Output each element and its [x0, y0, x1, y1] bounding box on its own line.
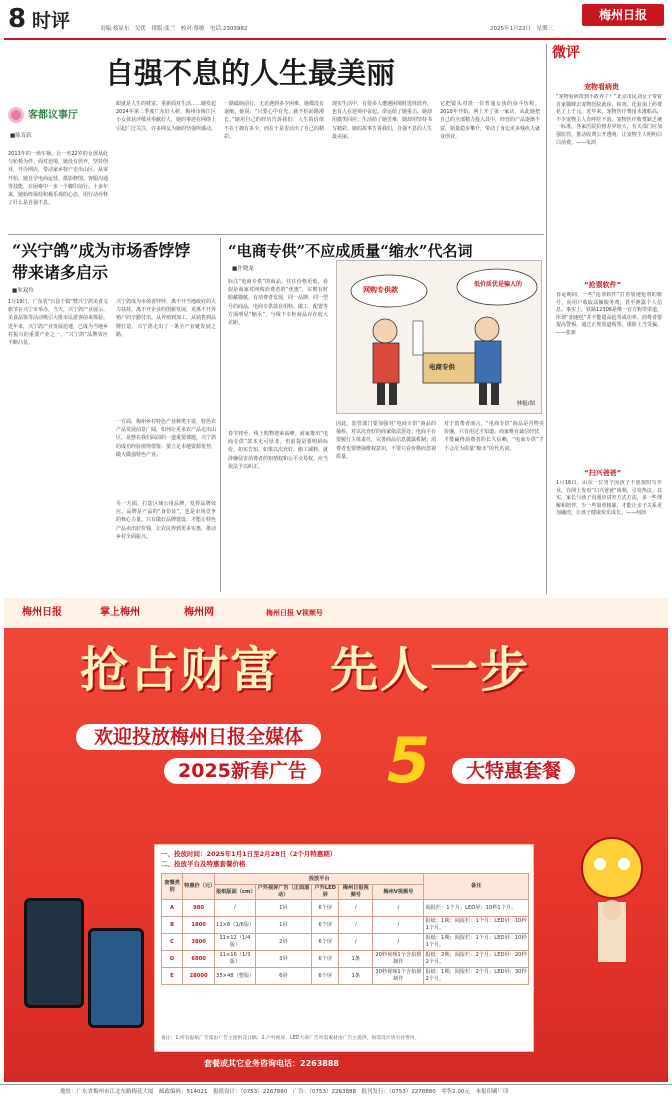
- editor-meta: 责编:蔡显东 吴优 排版:张兰 校对:蔡敏 电话:2303982: [100, 26, 248, 32]
- table-header: 备注: [424, 874, 529, 900]
- main-paragraph-1: 2013年的一场车祸，让一名22岁的女孩从此与轮椅为伴。面对逆境，她没有放弃，坚持创业，开办网店，带动家乡特产走出山区。从零开始，她自学电商运营、摄影修图、客服沟通等技能，在困难中一步一个脚印前行。十多年来，她始终保持积极乐观的心态，用行动诠释了什么是自强不息。: [8, 151, 108, 207]
- issue-date: 2025年1月22日 星期三: [490, 26, 553, 32]
- main-headline: 自强不息的人生最美丽: [104, 56, 395, 90]
- author-byline: ■陈育跃: [10, 133, 32, 139]
- table-header: 梅州日报视频号: [339, 885, 373, 900]
- cartoon-bubble-right: 低价质优是骗人的: [473, 281, 522, 288]
- ad-platform-line: 二、投放平台及特惠套餐价格: [161, 860, 246, 868]
- page-header: [0, 0, 672, 38]
- cartoon-bubble-left: 网购专供款: [363, 286, 398, 294]
- sidebar-title: 微评: [552, 45, 580, 61]
- ad-subtitle-1: 欢迎投放梅州日报全媒体: [76, 724, 321, 750]
- ad-contact: 套餐或其它业务咨询电话：2263888: [204, 1059, 339, 1068]
- sidebar-body-2: 春运期间，一些“抢票软件”打着加速抢票的旗号，向用户收取高额服务费，甚至泄露个人信息。事实上，铁路12306是唯一官方购票渠道，所谓“加速包”并不能提高抢票成功率。消费者要提高警惕，通过正规渠道购票，谨防上当受骗。——张新: [556, 292, 662, 336]
- lion-dance-illustration: [564, 828, 660, 978]
- article3-paragraph-1: 标注“电商专供”的商品，往往价格更低，看似是商家对网购消费者的“优惠”，实则有时暗藏猫腻。有消费者发现，同一品牌、同一型号的商品，电商专供款在用料、做工、配置等方面明显“缩水”，与线下专柜商品存在较大差距。: [228, 279, 328, 327]
- sidebar-body-1: “宠物看病贵到不敢养了！”北京市民刘女士带着自家猫咪去宠物医院就诊，检查、化验加上药费花了上千元。近年来，宠物医疗费用水涨船高，不少宠物主人直呼吃不消。宠物医疗收费缺乏统一标准，各家医院价格差异较大，有关部门应加强监管，推动收费公开透明，让宠物主人明明白白消费。——朱鸿: [556, 94, 662, 146]
- ad-logo-1: 梅州日报: [22, 607, 62, 618]
- table-header: 梅州V视频号: [373, 885, 424, 900]
- main-paragraph-4: 现实生活中，有很多人遭遇困境时选择放弃，也有人在逆境中奋起。命运给了她重击，她却用微笑回应；生活给了她苦难，她却用坚持书写精彩。她的故事告诉我们，自强不息的人生最美丽。: [332, 101, 432, 140]
- table-header: 套餐类别: [162, 874, 183, 900]
- sidebar-body-3: 1月16日，山东一位男子因孩子不愿按时写作业，在网上发布“扫兴爸爸”视频，引发热议。其实，家长与孩子沟通应讲究方式方法，多一些理解和陪伴，少一些简单粗暴，才能让亲子关系更加融洽，让孩子健康快乐成长。——何沛: [556, 480, 662, 517]
- article3-title: “电商专供”不应成质量“缩水”代名词: [228, 242, 473, 260]
- article3-paragraph-3: 因此，监管部门要加强对“电商专供”商品的抽检，对以次充好的商家依法惩处；电商平台要履行主体责任，完善商品信息披露机制；消费者也要增强维权意识，不要只看价格而忽视质量。: [336, 421, 436, 460]
- article2-paragraph-1: 1月19日，广东省“百县千镇”暨兴宁鸽美食文旅节在兴宁市举办。当天，兴宁鸽产业展示、美食品鉴等活动吸引大批市民游客前来体验。近年来，兴宁鸽产业发展迅速，已成为当地乡村振兴的重要产业之一，“兴宁鸽”品牌效应不断凸显。: [8, 299, 108, 347]
- cartoon-credit: 林魁/图: [516, 401, 535, 408]
- column-divider: [220, 238, 221, 592]
- cartoon-box-label: 电商专供: [429, 363, 455, 371]
- flower-icon: [8, 107, 24, 123]
- article2-title-line2: 带来诸多启示: [12, 263, 109, 282]
- ad-logo-4: 梅州日报 V视频号: [266, 609, 323, 617]
- article3-paragraph-2: 春节将至，线上购物迎来高峰。商家推出“电商专供”款本无可厚非，但前提是要明码标价、如实告知。如果以次充好、偷工减料，就涉嫌侵害消费者的知情权和公平交易权，应当依法予以纠正。: [228, 431, 328, 470]
- sidebar-heading-1: 宠物看病贵: [584, 83, 619, 91]
- ad-number-five: 5: [387, 724, 431, 797]
- table-header: 报纸版面（cm）: [215, 885, 256, 900]
- column-logo-text: 客都议事厅: [28, 110, 78, 121]
- article2-paragraph-3: 一方面，梅州乡村特色产业种类丰富，特色农产品发展前景广阔，如何让更多农产品走出山区，是摆在我们面前的一道重要课题。兴宁鸽的成功经验值得借鉴：要立足本地资源优势，做大做强特色产业。: [116, 419, 216, 458]
- table-header: 户外视屏广告（正面滚动）: [255, 885, 311, 900]
- ad-time-line: 一、投放时间：2025年1月1日至2月28日（2个月特惠期）: [161, 850, 337, 858]
- main-paragraph-2: 眼就是人生的财富。重新面对生活……她发起2024年第二季度广东好人榜，梅州市梅江区小女孩获评敬业奉献好人，她的事迹在网络上引起广泛关注，许多网友为她的坚强所感动。: [116, 101, 216, 132]
- phone-mockup: [24, 898, 84, 1008]
- advertisement: [4, 598, 668, 1082]
- table-row: E 28000 35×48（整版） 6屏 6个屏 1条 30秒视频1个含拍摄制作 报纸：1期；阅报栏：2个月；LED屏：30秒2个月。: [162, 968, 529, 985]
- article2-author: ■朱双玲: [12, 288, 34, 294]
- phone-mockup: [88, 928, 144, 1028]
- sidebar-heading-3: “扫兴爸爸”: [584, 469, 622, 477]
- header-rule: [4, 38, 666, 40]
- column-logo: [8, 105, 90, 127]
- ad-logo-bar: [4, 598, 668, 628]
- article3-author: ■许晓龙: [232, 266, 254, 272]
- masthead-logo: 梅州日报: [582, 4, 664, 26]
- table-row: C 3800 11×12（1/4版） 2屏 6个屏 / / 报纸：1期；阅报栏：1个月；LED屏：10秒1个月。: [162, 934, 529, 951]
- ad-subtitle-3: 大特惠套餐: [452, 758, 575, 784]
- table-header: 户外LED屏: [312, 885, 339, 900]
- table-row: B 1800 11×6（1/6版） 1屏 6个屏 / / 报纸：1期；阅报栏：1个月；LED屏：10秒1个月。: [162, 917, 529, 934]
- section-title: 时评: [32, 10, 71, 32]
- editorial-cartoon: [336, 260, 542, 414]
- package-panel: [154, 844, 534, 1052]
- package-table: [161, 873, 529, 985]
- article3-paragraph-4: 对于消费者而言，“电商专供”商品是否物美价廉，只有用过才知道。商家唯有诚信经营，才能赢得消费者的长久信赖，“电商专供”才不会沦为质量“缩水”的代名词。: [444, 421, 544, 452]
- sidebar-micro-comments: [550, 44, 666, 596]
- section-divider: [8, 234, 544, 235]
- ad-logo-2: 掌上梅州: [100, 607, 140, 618]
- table-row: A 980 / 1屏 6个屏 / / 阅报栏：1个月；LED屏：10秒1个月。: [162, 900, 529, 917]
- article2-title-line1: “兴宁鸽”成为市场香饽饽: [12, 241, 191, 260]
- ad-footnote: 备注：1.所有报纸广告需由广告主提供设计稿；2.户外视屏、LED大屏广告所需素材由广告主提供，如需设计请另付费用。: [161, 1036, 420, 1041]
- table-row: D 6800 11×16（1/3版） 3屏 6个屏 1条 20秒视频1个含拍摄制作 报纸：2期；阅报栏：2个月；LED屏：20秒2个月。: [162, 951, 529, 968]
- sidebar-heading-2: “抢票软件”: [584, 281, 622, 289]
- main-paragraph-5: 它把镜头对准一位普通女孩的奋斗历程。2010年开始，网上开了第一家店，从此她把自己的全部精力投入其中，经营的产品逐渐丰富，销量稳步攀升，带动了身边更多残疾人就业创业。: [440, 101, 540, 140]
- page-number: 8: [8, 4, 27, 34]
- table-group-header: 投放平台: [215, 874, 424, 885]
- column-divider: [546, 44, 547, 594]
- ad-logo-3: 梅州网: [184, 607, 214, 618]
- ad-slogan: 抢占财富 先人一步: [80, 642, 531, 698]
- main-paragraph-3: 一路砥砺前行，无论遇到多少困难，她都没有退缩。她说：“只要心中有光，就不怕前路漫长。”她用自己的经历告诉我们：人生的价值不在于拥有多少，而在于是否活出了自己的精彩。: [224, 101, 324, 140]
- table-header: 特惠价（元）: [183, 874, 215, 900]
- article2-paragraph-4: 另一方面，打造区域公用品牌，发挥品牌效应。品牌是产品的“身份证”，也是市场竞争的核心力量。只有做好品牌建设，才能让特色产品卖出好价钱，让农民得到更多实惠，推动乡村全面振兴。: [116, 501, 216, 540]
- page-footer: 地址：广东省梅州市江北东路梅花大厦 邮政编码：514021 报纸设计：（0753）2267880 广告：（0753）2263888 报刊发行：（0753）2278880 零售2.00元 本报印刷厂印: [0, 1084, 672, 1100]
- ad-subtitle-2: 2025新春广告: [164, 758, 321, 784]
- article2-paragraph-2: 兴宁鸽成为市场香饽饽，离不开当地政府的大力扶持，离不开企业的创新发展，更离不开养殖户的辛勤付出。从养殖到加工，从销售到品牌打造，兴宁鸽走出了一条全产业链发展之路。: [116, 299, 216, 338]
